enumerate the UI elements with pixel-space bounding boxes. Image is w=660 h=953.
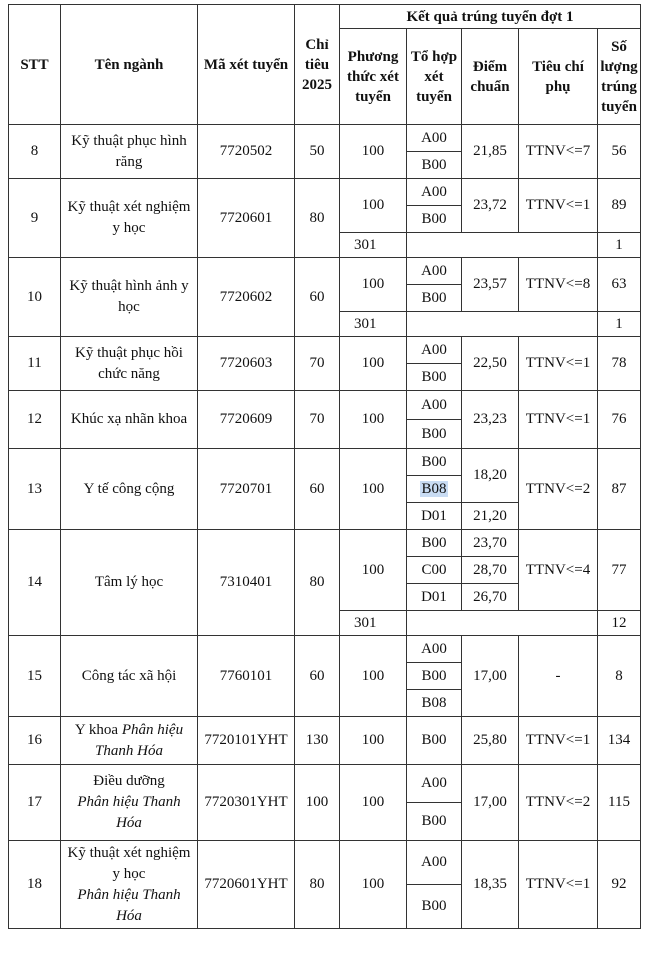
cell-criteria: TTNV<=2: [519, 765, 598, 841]
cell-count: 77: [598, 530, 641, 611]
cell-stt: 10: [9, 258, 61, 337]
cell-criteria: TTNV<=8: [519, 258, 598, 312]
cell-stt: 11: [9, 337, 61, 391]
cell-count: 87: [598, 449, 641, 530]
cell-combo: B08: [407, 690, 462, 717]
cell-name: Công tác xã hội: [61, 636, 198, 717]
admission-results-table: [8, 4, 641, 929]
cell-code: 7720601YHT: [198, 841, 295, 929]
program-name: Điều dưỡng: [93, 773, 165, 789]
cell-method: 100: [340, 530, 407, 611]
cell-quota: 60: [295, 258, 340, 337]
cell-score: 23,72: [462, 179, 519, 233]
cell-count: 92: [598, 841, 641, 929]
cell-score: 22,50: [462, 337, 519, 391]
cell-combo: C00: [407, 557, 462, 584]
table-row: [9, 449, 641, 476]
cell-combo: A00: [407, 337, 462, 364]
header-row: [9, 5, 641, 29]
cell-score: 23,70: [462, 530, 519, 557]
cell-criteria: TTNV<=1: [519, 841, 598, 929]
cell-count: 89: [598, 179, 641, 233]
cell-stt: 14: [9, 530, 61, 636]
cell-code: 7720301YHT: [198, 765, 295, 841]
cell-stt: 12: [9, 391, 61, 449]
cell-combo: B00: [407, 364, 462, 391]
cell-score: 17,00: [462, 636, 519, 717]
cell-code: 7720502: [198, 125, 295, 179]
cell-count: 63: [598, 258, 641, 312]
cell-stt: 18: [9, 841, 61, 929]
cell-code: 7720101YHT: [198, 717, 295, 765]
cell-code: 7760101: [198, 636, 295, 717]
cell-code: 7720602: [198, 258, 295, 337]
cell-count: 8: [598, 636, 641, 717]
cell-name: Kỹ thuật phục hồi chức năng: [61, 337, 198, 391]
cell-combo: A00: [407, 125, 462, 152]
header-criteria: Tiêu chí phụ: [519, 29, 598, 125]
cell-combo: A00: [407, 841, 462, 885]
header-code: Mã xét tuyển: [198, 5, 295, 125]
cell-criteria: TTNV<=1: [519, 717, 598, 765]
cell-method: 100: [340, 125, 407, 179]
cell-method: 100: [340, 765, 407, 841]
cell-name: [61, 765, 198, 841]
cell-combo: B00: [407, 449, 462, 476]
highlighted-combo: B08: [421, 480, 447, 497]
cell-code: 7720601: [198, 179, 295, 258]
cell-combo: B00: [407, 885, 462, 929]
cell-quota: 70: [295, 391, 340, 449]
cell-stt: 13: [9, 449, 61, 530]
cell-count-extra: 1: [598, 312, 641, 337]
cell-name: [61, 841, 198, 929]
program-name: Kỹ thuật xét nghiệm y học: [67, 844, 191, 882]
cell-method-extra: 301: [340, 312, 407, 337]
cell-score: 17,00: [462, 765, 519, 841]
cell-count-extra: 12: [598, 611, 641, 636]
cell-code: 7720609: [198, 391, 295, 449]
cell-combo: A00: [407, 258, 462, 285]
cell-score: 23,23: [462, 391, 519, 449]
cell-combo: B00: [407, 717, 462, 765]
cell-criteria: TTNV<=1: [519, 391, 598, 449]
header-name: Tên ngành: [61, 5, 198, 125]
table-row: [9, 717, 641, 765]
cell-combo: B00: [407, 530, 462, 557]
header-combo: Tổ hợp xét tuyển: [407, 29, 462, 125]
cell-method: 100: [340, 179, 407, 233]
header-stt: STT: [9, 5, 61, 125]
branch-name: Phân hiệu Thanh Hóa: [77, 794, 181, 831]
cell-score: 26,70: [462, 584, 519, 611]
cell-combo: A00: [407, 765, 462, 803]
cell-name: Kỹ thuật hình ảnh y học: [61, 258, 198, 337]
cell-combo: B00: [407, 206, 462, 233]
cell-combo: B00: [407, 420, 462, 449]
cell-score: 21,20: [462, 503, 519, 530]
cell-method-extra: 301: [340, 611, 407, 636]
header-count: Số lượng trúng tuyển: [598, 29, 641, 125]
cell-count: 78: [598, 337, 641, 391]
cell-name: Tâm lý học: [61, 530, 198, 636]
cell-combo: B00: [407, 152, 462, 179]
cell-criteria: TTNV<=1: [519, 179, 598, 233]
cell-empty: [407, 312, 598, 337]
header-quota: Chỉ tiêu 2025: [295, 5, 340, 125]
cell-criteria: TTNV<=7: [519, 125, 598, 179]
cell-combo: B00: [407, 285, 462, 312]
branch-name: Phân hiệu Thanh Hóa: [77, 886, 181, 924]
cell-quota: 80: [295, 179, 340, 258]
cell-quota: 100: [295, 765, 340, 841]
cell-count-extra: 1: [598, 233, 641, 258]
cell-combo: A00: [407, 391, 462, 420]
cell-empty: [407, 233, 598, 258]
cell-count: 134: [598, 717, 641, 765]
cell-score: 28,70: [462, 557, 519, 584]
cell-method: 100: [340, 841, 407, 929]
cell-count: 56: [598, 125, 641, 179]
cell-quota: 130: [295, 717, 340, 765]
table-row: [9, 530, 641, 557]
cell-combo: [407, 476, 462, 503]
cell-method: 100: [340, 717, 407, 765]
cell-quota: 60: [295, 636, 340, 717]
program-name: Y khoa: [74, 721, 119, 738]
cell-criteria: TTNV<=4: [519, 530, 598, 611]
cell-count: 76: [598, 391, 641, 449]
cell-code: 7720701: [198, 449, 295, 530]
cell-stt: 16: [9, 717, 61, 765]
cell-stt: 8: [9, 125, 61, 179]
branch-name: Phân hiệu Thanh Hóa: [95, 721, 184, 759]
header-results-group: Kết quả trúng tuyển đợt 1: [340, 5, 641, 29]
cell-score: 18,35: [462, 841, 519, 929]
cell-method: 100: [340, 337, 407, 391]
cell-method-extra: 301: [340, 233, 407, 258]
cell-quota: 70: [295, 337, 340, 391]
cell-score: 18,20: [462, 449, 519, 503]
cell-combo: B00: [407, 803, 462, 841]
table-row: [9, 765, 641, 803]
cell-combo: B00: [407, 663, 462, 690]
cell-score: 21,85: [462, 125, 519, 179]
cell-method: 100: [340, 636, 407, 717]
cell-code: 7310401: [198, 530, 295, 636]
header-score: Điểm chuẩn: [462, 29, 519, 125]
cell-quota: 80: [295, 530, 340, 636]
cell-name: Y tế công cộng: [61, 449, 198, 530]
cell-score: 25,80: [462, 717, 519, 765]
table-row: [9, 258, 641, 285]
table-row: [9, 337, 641, 364]
table-row: [9, 179, 641, 206]
cell-method: 100: [340, 258, 407, 312]
table-row: [9, 841, 641, 885]
cell-quota: 60: [295, 449, 340, 530]
cell-method: 100: [340, 391, 407, 449]
cell-name: Khúc xạ nhãn khoa: [61, 391, 198, 449]
cell-stt: 15: [9, 636, 61, 717]
table-row: [9, 125, 641, 152]
cell-quota: 50: [295, 125, 340, 179]
cell-criteria: -: [519, 636, 598, 717]
cell-score: 23,57: [462, 258, 519, 312]
cell-combo: A00: [407, 179, 462, 206]
cell-combo: D01: [407, 503, 462, 530]
table-row: [9, 391, 641, 420]
header-method: Phương thức xét tuyển: [340, 29, 407, 125]
cell-quota: 80: [295, 841, 340, 929]
cell-stt: 9: [9, 179, 61, 258]
cell-count: 115: [598, 765, 641, 841]
cell-combo: D01: [407, 584, 462, 611]
cell-stt: 17: [9, 765, 61, 841]
table-row: [9, 636, 641, 663]
cell-empty: [407, 611, 598, 636]
cell-criteria: TTNV<=1: [519, 337, 598, 391]
cell-name: Kỹ thuật phục hình răng: [61, 125, 198, 179]
cell-combo: A00: [407, 636, 462, 663]
cell-code: 7720603: [198, 337, 295, 391]
cell-name: Kỹ thuật xét nghiệm y học: [61, 179, 198, 258]
cell-criteria: TTNV<=2: [519, 449, 598, 530]
cell-name: [61, 717, 198, 765]
cell-method: 100: [340, 449, 407, 530]
